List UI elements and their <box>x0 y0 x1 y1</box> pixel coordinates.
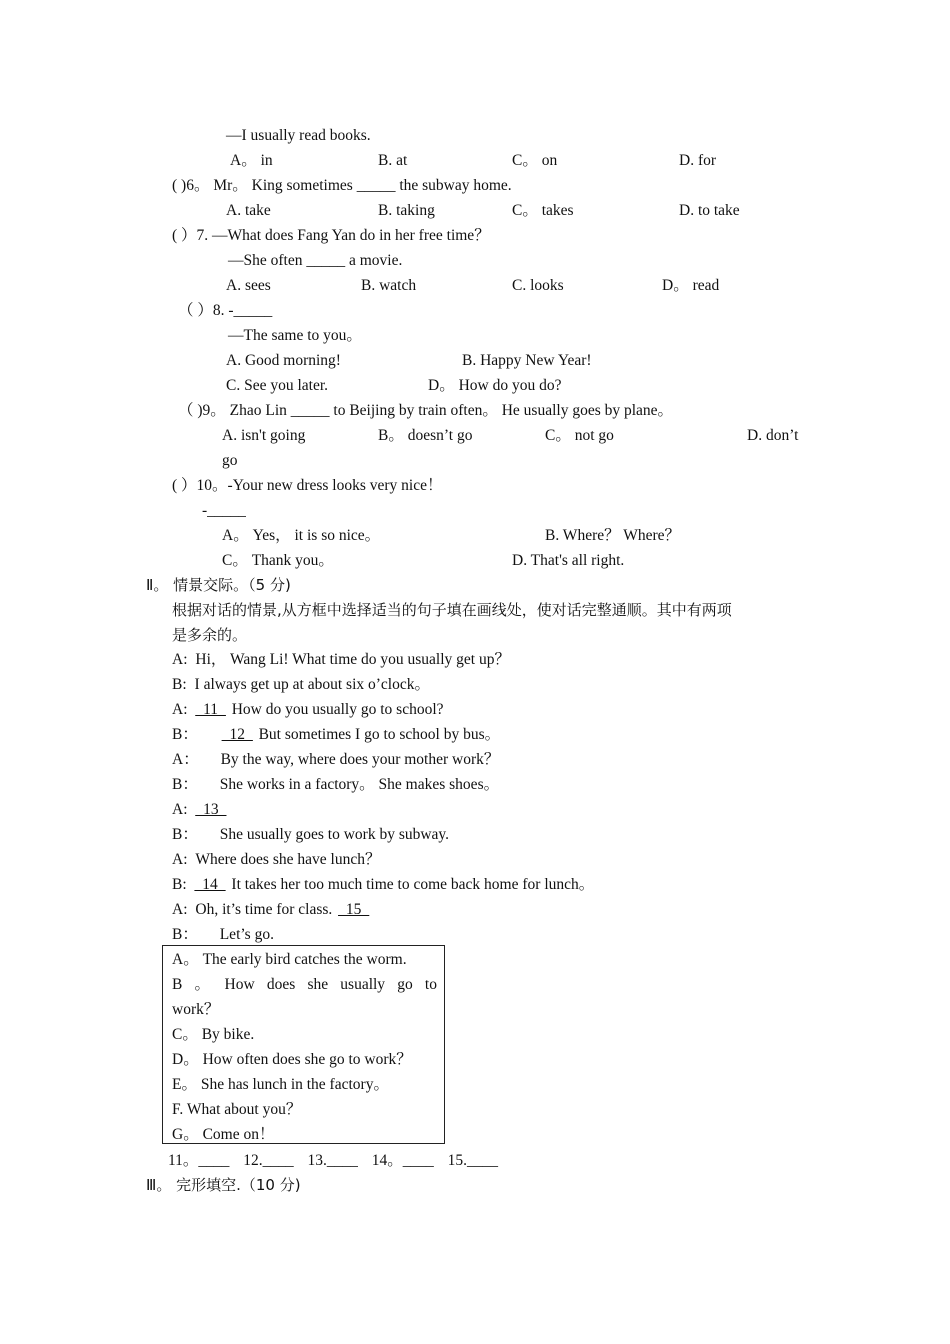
dialogue-line-5 <box>172 750 499 770</box>
q9-option-d: D. don’t <box>747 427 799 444</box>
choice-e: E。 She has lunch in the factory。 <box>172 1076 389 1093</box>
q9-option-c: C。 not go <box>545 427 614 444</box>
dialogue-line-10 <box>172 875 594 895</box>
dialogue-text: Oh, it’s time for class. <box>195 901 333 918</box>
blank-14: _14_ <box>194 876 226 893</box>
q10-option-c: C。 Thank you。 <box>222 552 334 569</box>
dialogue-text: She usually goes to work by subway. <box>219 826 450 843</box>
dialogue-speaker: B: <box>172 876 187 893</box>
q5-option-c: C。 on <box>512 152 558 169</box>
dialogue-line-3 <box>172 700 444 720</box>
dialogue-text: Where does she have lunch？ <box>195 851 381 868</box>
blank-13: _13_ <box>195 801 227 818</box>
q7-option-a: A. sees <box>226 277 271 294</box>
q8-answer-line: —The same to you。 <box>228 327 362 344</box>
dialogue-speaker: A： <box>172 751 199 768</box>
choice-g: G。 Come on！ <box>172 1126 275 1143</box>
dialogue-line-6 <box>172 775 499 795</box>
q6-option-b: B. taking <box>378 202 435 219</box>
dialogue-speaker: A: <box>172 851 188 868</box>
dialogue-speaker: B: <box>172 676 187 693</box>
q10-option-a: A。 Yes， it is so nice。 <box>222 527 381 544</box>
dialogue-line-9 <box>172 850 380 870</box>
dialogue-line-2 <box>172 675 430 695</box>
dialogue-text: Hi， Wang Li! What time do you usually get up？ <box>195 651 510 668</box>
q6-option-a: A. take <box>226 202 271 219</box>
choice-b: B 。 How does she usually go to <box>172 976 437 993</box>
dialogue-line-7 <box>172 800 226 820</box>
dialogue-text: I always get up at about six o’clock。 <box>194 676 430 693</box>
q7-option-d: D。 read <box>662 277 720 294</box>
q8-option-c: C. See you later. <box>226 377 329 394</box>
section3-heading: Ⅲ。 完形填空.（10 分) <box>146 1176 301 1194</box>
q10-stem: ( ）10。-Your new dress looks very nice！ <box>172 477 443 494</box>
dialogue-speaker: B： <box>172 726 198 743</box>
q7-stem: ( ）7. —What does Fang Yan do in her free time？ <box>172 227 490 244</box>
q9-stem: （ )9。 Zhao Lin _____ to Beijing by train often。 He usually goes by plane。 <box>178 402 674 419</box>
dialogue-text: How do you usually go to school? <box>231 701 444 718</box>
q8-option-d: D。 How do you do? <box>428 377 562 394</box>
section2-heading: Ⅱ。 情景交际。（5 分) <box>146 576 291 594</box>
q10-option-d: D. That's all right. <box>512 552 625 569</box>
q8-stem: （ ）8. -_____ <box>178 302 273 319</box>
choice-f: F. What about you？ <box>172 1101 302 1118</box>
dialogue-text: It takes her too much time to come back home for lunch。 <box>231 876 595 893</box>
q7-option-c: C. looks <box>512 277 564 294</box>
q7-option-b: B. watch <box>361 277 417 294</box>
q9-option-a: A. isn't going <box>222 427 306 444</box>
q6-option-c: C。 takes <box>512 202 574 219</box>
q5-answer-line: —I usually read books. <box>226 127 371 144</box>
q10-answer-line: -_____ <box>202 502 246 519</box>
section2-instruction-line2: 是多余的。 <box>172 626 248 644</box>
dialogue-line-12 <box>172 925 274 945</box>
dialogue-text: But sometimes I go to school by bus。 <box>258 726 501 743</box>
q5-option-b: B. at <box>378 152 408 169</box>
section2-instruction-line1: 根据对话的情景,从方框中选择适当的句子填在画线处，使对话完整通顺。其中有两项 <box>172 601 732 619</box>
q6-stem: ( )6。 Mr。 King sometimes _____ the subway home. <box>172 177 512 194</box>
dialogue-speaker: B： <box>172 926 198 943</box>
choice-c: C。 By bike. <box>172 1026 255 1043</box>
q7-answer-line: —She often _____ a movie. <box>228 252 403 269</box>
dialogue-speaker: B： <box>172 826 198 843</box>
dialogue-speaker: B： <box>172 776 198 793</box>
q6-option-d: D. to take <box>679 202 740 219</box>
blank-12: _12_ <box>221 726 253 743</box>
q5-option-d: D. for <box>679 152 717 169</box>
q9-option-d-wrap: go <box>222 452 238 469</box>
dialogue-text: She works in a factory。 She makes shoes。 <box>219 776 500 793</box>
dialogue-speaker: A: <box>172 651 188 668</box>
dialogue-line-8 <box>172 825 449 845</box>
q5-option-a: A。 in <box>230 152 273 169</box>
choice-b-wrap: work？ <box>172 1001 220 1018</box>
q8-option-a: A. Good morning! <box>226 352 341 369</box>
dialogue-line-1 <box>172 650 510 670</box>
dialogue-line-11 <box>172 900 369 920</box>
blank-11: _11_ <box>195 701 226 718</box>
q10-option-b: B. Where？ Where？ <box>545 527 681 544</box>
dialogue-line-4 <box>172 725 500 745</box>
dialogue-speaker: A: <box>172 901 188 918</box>
dialogue-speaker: A: <box>172 801 188 818</box>
dialogue-text: Let’s go. <box>219 926 274 943</box>
blank-15: _15_ <box>338 901 370 918</box>
dialogue-text: By the way, where does your mother work？ <box>220 751 500 768</box>
choice-d: D。 How often does she go to work？ <box>172 1051 412 1068</box>
choice-a: A。 The early bird catches the worm. <box>172 951 407 968</box>
q8-option-b: B. Happy New Year! <box>462 352 592 369</box>
answer-blanks-line: 11。____ 12.____ 13.____ 14。____ 15.____ <box>168 1152 499 1169</box>
dialogue-speaker: A: <box>172 701 188 718</box>
q9-option-b: B。 doesn’t go <box>378 427 473 444</box>
